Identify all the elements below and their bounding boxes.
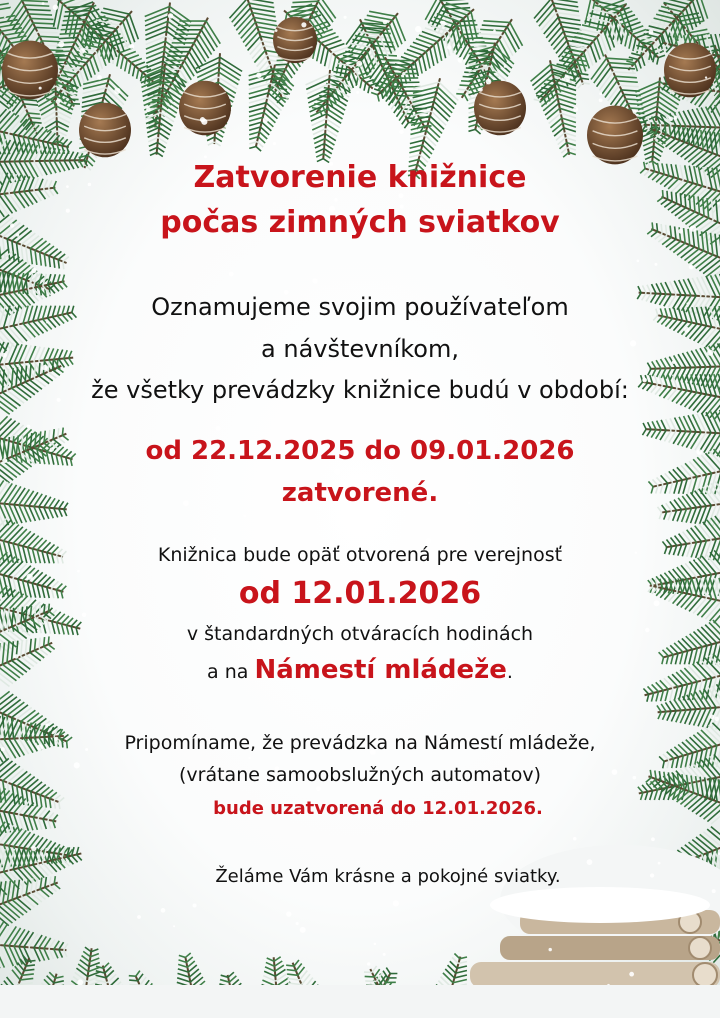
- snowflake-dot: [58, 41, 64, 47]
- snowflake-dot: [573, 837, 577, 841]
- snowflake-dot: [393, 900, 399, 906]
- snowflake-dot: [316, 786, 321, 791]
- snowflake-dot: [504, 65, 507, 68]
- snowflake-dot: [256, 73, 261, 78]
- snowflake-dot: [712, 889, 716, 893]
- closure-period: od 22.12.2025 do 09.01.2026: [145, 436, 575, 466]
- snowflake-dot: [77, 979, 83, 985]
- snowflake-dot: [705, 76, 707, 78]
- snowflake-dot: [463, 59, 466, 62]
- snowflake-dot: [479, 88, 483, 92]
- snowflake-dot: [296, 922, 299, 925]
- snowflake-dot: [402, 72, 405, 75]
- snowflake-dot: [399, 130, 403, 134]
- snowflake-dot: [193, 903, 197, 907]
- snowflake-dot: [46, 322, 48, 324]
- reopening-location-line: [0, 655, 720, 685]
- pinecone-icon: [273, 17, 317, 63]
- snowflake-dot: [273, 142, 276, 145]
- announcement-line-3: že všetky prevádzky knižnice budú v období:: [91, 376, 629, 404]
- announcement-line-1: Oznamujeme svojim používateľom: [151, 293, 569, 321]
- snowflake-dot: [26, 425, 30, 429]
- snowflake-dot: [161, 908, 166, 913]
- reopening-hours: v štandardných otváracích hodinách: [186, 623, 534, 645]
- snowflake-dot: [213, 538, 215, 540]
- snowflake-dot: [334, 469, 340, 475]
- announcement-line-2: a návštevníkom,: [261, 335, 459, 363]
- snowflake-dot: [564, 76, 570, 82]
- snowflake-dot: [356, 91, 359, 94]
- snowflake-dot: [599, 98, 603, 102]
- snowflake-dot: [383, 953, 386, 956]
- snowflake-dot: [79, 48, 85, 54]
- pine-branch: [527, 56, 592, 161]
- snowflake-dot: [39, 87, 42, 90]
- snowflake-dot: [31, 846, 36, 851]
- snowflake-dot: [29, 728, 31, 730]
- greeting: Želáme Vám krásne a pokojné sviatky.: [215, 866, 561, 887]
- snowflake-dot: [42, 365, 48, 371]
- snowflake-dot: [668, 116, 673, 121]
- snowflake-dot: [56, 99, 61, 104]
- snowflake-dot: [97, 75, 102, 80]
- snowflake-dot: [263, 117, 268, 122]
- pinecone-icon: [79, 103, 131, 158]
- snowflake-dot: [637, 259, 640, 262]
- snowflake-dot: [486, 79, 492, 85]
- reminder-line-2: (vrátane samoobslužných automatov): [179, 764, 541, 786]
- snowflake-dot: [629, 972, 634, 977]
- snowflake-dot: [538, 903, 543, 908]
- snowflake-dot: [440, 21, 445, 26]
- snowflake-dot: [146, 107, 151, 112]
- snowflake-dot: [710, 715, 715, 720]
- snowflake-dot: [300, 927, 306, 933]
- snowflake-dot: [599, 92, 602, 95]
- snowflake-dot: [301, 22, 306, 27]
- snowflake-dot: [243, 514, 246, 517]
- snowflake-dot: [344, 16, 347, 19]
- snowflake-dot: [334, 198, 338, 202]
- pine-branch: [300, 68, 353, 164]
- snowflake-dot: [46, 724, 49, 727]
- reopening-location: Námestí mládeže: [254, 655, 507, 685]
- snowflake-dot: [715, 717, 719, 721]
- snowflake-dot: [114, 88, 120, 94]
- reopening-location-suffix: .: [506, 661, 513, 683]
- pinecone-icon: [664, 43, 716, 98]
- pinecone-icon: [179, 81, 231, 136]
- snowflake-dot: [633, 110, 637, 114]
- snowflake-dot: [129, 44, 134, 49]
- snowflake-dot: [413, 84, 415, 86]
- snowflake-dot: [658, 862, 661, 865]
- snowflake-dot: [367, 962, 370, 965]
- snowflake-dot: [312, 278, 317, 283]
- reminder-line-3: bude uzatvorená do 12.01.2026.: [213, 798, 543, 819]
- snowflake-dot: [425, 538, 431, 544]
- snowflake-dot: [651, 837, 655, 841]
- snowflake-dot: [275, 29, 278, 32]
- snowflake-dot: [168, 13, 173, 18]
- snowflake-dot: [415, 26, 421, 32]
- snowflake-dot: [42, 2, 45, 5]
- reopening-location-prefix: a na: [207, 661, 249, 683]
- snowflake-dot: [458, 57, 464, 63]
- title-line-1: Zatvorenie knižnice: [193, 160, 527, 195]
- snowflake-dot: [493, 30, 496, 33]
- snowflake-dot: [689, 265, 694, 270]
- snowflake-dot: [216, 426, 221, 431]
- snowflake-dot: [648, 30, 653, 35]
- snowflake-dot: [383, 20, 388, 25]
- pine-branch: [233, 59, 298, 155]
- snowflake-dot: [173, 925, 175, 927]
- snowflake-dot: [37, 859, 39, 861]
- closure-status: zatvorené.: [281, 478, 439, 508]
- snowflake-dot: [248, 757, 250, 759]
- title-line-2: počas zimných sviatkov: [160, 205, 560, 240]
- snowflake-dot: [53, 5, 58, 10]
- snowflake-dot: [286, 911, 291, 916]
- reopening-intro: Knižnica bude opäť otvorená pre verejnosť: [157, 544, 563, 566]
- reminder-line-1: Pripomíname, že prevádzka na Námestí mládeže,: [124, 732, 596, 754]
- pinecone-icon: [587, 106, 643, 165]
- pinecone-icon: [2, 41, 58, 100]
- snowflake-dot: [684, 327, 690, 333]
- snowflake-dot: [229, 272, 234, 277]
- snowflake-dot: [204, 155, 207, 158]
- snowflake-dot: [587, 859, 593, 865]
- snowflake-dot: [82, 612, 87, 617]
- snowflake-dot: [183, 23, 185, 25]
- snowflake-dot: [573, 107, 578, 112]
- snowflake-dot: [374, 943, 377, 946]
- snowflake-dot: [137, 915, 141, 919]
- snowflake-dot: [447, 45, 451, 49]
- snowflake-dot: [321, 145, 324, 148]
- snowflake-dot: [356, 61, 362, 67]
- snowflake-dot: [31, 268, 36, 273]
- snowflake-dot: [201, 119, 207, 125]
- snowflake-dot: [77, 570, 80, 573]
- reopening-date: od 12.01.2026: [238, 576, 482, 611]
- snowflake-dot: [654, 263, 657, 266]
- snowflake-dot: [674, 115, 678, 119]
- snowflake-dot: [549, 948, 552, 951]
